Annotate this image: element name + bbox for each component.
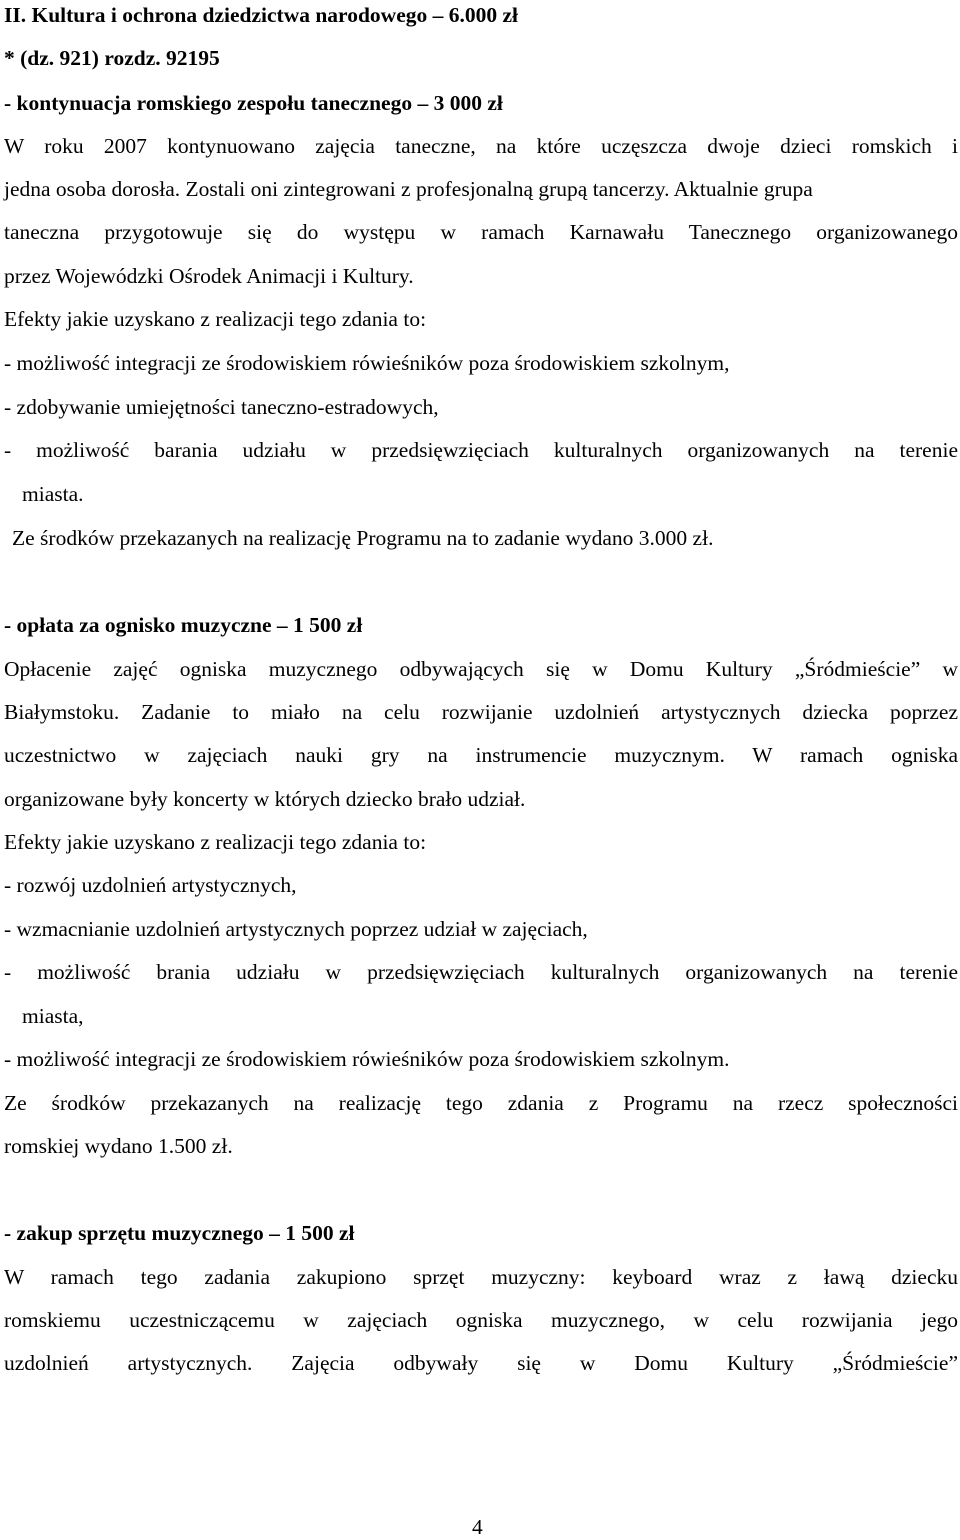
- task-1-desc-line-1: W roku 2007 kontynuowano zajęcia taneczne, na które uczęszcza dwoje dzieci romskich i: [4, 134, 958, 158]
- task-1-effects-heading: Efekty jakie uzyskano z realizacji tego zdania to:: [4, 307, 427, 331]
- task-3-desc-line-2: romskiemu uczestniczącemu w zajęciach ogniska muzycznego, w celu rozwijania jego: [4, 1308, 958, 1332]
- task-2-effect-3: - możliwość brania udziału w przedsięwzięciach kulturalnych organizowanych na terenie: [4, 960, 958, 984]
- task-2-desc-line-1: Opłacenie zajęć ogniska muzycznego odbywających się w Domu Kultury „Śródmieście” w: [4, 657, 958, 681]
- task-2-effect-1: - rozwój uzdolnień artystycznych,: [4, 873, 297, 897]
- task-2-effect-4: - możliwość integracji ze środowiskiem rówieśników poza środowiskiem szkolnym.: [4, 1047, 730, 1071]
- task-2-effect-3-cont: miasta,: [22, 1004, 84, 1028]
- task-1-desc-line-2: jedna osoba dorosła. Zostali oni zintegrowani z profesjonalną grupą tancerzy. Aktualnie grupa: [4, 177, 813, 201]
- task-1-effect-3: - możliwość barania udziału w przedsięwzięciach kulturalnych organizowanych na terenie: [4, 438, 958, 462]
- task-1-effect-3-cont: miasta.: [22, 482, 84, 506]
- task-3-title: - zakup sprzętu muzycznego – 1 500 zł: [4, 1221, 355, 1245]
- task-2-desc-line-4: organizowane były koncerty w których dziecko brało udział.: [4, 787, 526, 811]
- task-2-desc-line-2: Białymstoku. Zadanie to miało na celu rozwijanie uzdolnień artystycznych dziecka poprzez: [4, 700, 958, 724]
- section-heading: II. Kultura i ochrona dziedzictwa narodowego – 6.000 zł: [4, 3, 519, 27]
- task-2-title: - opłata za ognisko muzyczne – 1 500 zł: [4, 613, 363, 637]
- task-2-summary-line-2: romskiej wydano 1.500 zł.: [4, 1134, 233, 1158]
- task-2-summary-line-1: Ze środków przekazanych na realizację tego zdania z Programu na rzecz społeczności: [4, 1091, 958, 1115]
- task-1-desc-line-3: taneczna przygotowuje się do występu w ramach Karnawału Tanecznego organizowanego: [4, 220, 958, 244]
- task-1-effect-1: - możliwość integracji ze środowiskiem rówieśników poza środowiskiem szkolnym,: [4, 351, 730, 375]
- task-1-title: - kontynuacja romskiego zespołu tanecznego – 3 000 zł: [4, 91, 503, 115]
- task-2-desc-line-3: uczestnictwo w zajęciach nauki gry na instrumencie muzycznym. W ramach ogniska: [4, 743, 958, 767]
- task-1-summary: Ze środków przekazanych na realizację Programu na to zadanie wydano 3.000 zł.: [12, 526, 714, 550]
- task-2-effects-heading: Efekty jakie uzyskano z realizacji tego zdania to:: [4, 830, 427, 854]
- task-2-effect-2: - wzmacnianie uzdolnień artystycznych poprzez udział w zajęciach,: [4, 917, 588, 941]
- budget-classification: * (dz. 921) rozdz. 92195: [4, 46, 220, 70]
- task-3-desc-line-3: uzdolnień artystycznych. Zajęcia odbywały się w Domu Kultury „Śródmieście”: [4, 1351, 958, 1375]
- page-number: 4: [472, 1515, 483, 1539]
- task-1-effect-2: - zdobywanie umiejętności taneczno-estradowych,: [4, 395, 439, 419]
- task-1-desc-line-4: przez Wojewódzki Ośrodek Animacji i Kultury.: [4, 264, 414, 288]
- task-3-desc-line-1: W ramach tego zadania zakupiono sprzęt muzyczny: keyboard wraz z ławą dziecku: [4, 1265, 958, 1289]
